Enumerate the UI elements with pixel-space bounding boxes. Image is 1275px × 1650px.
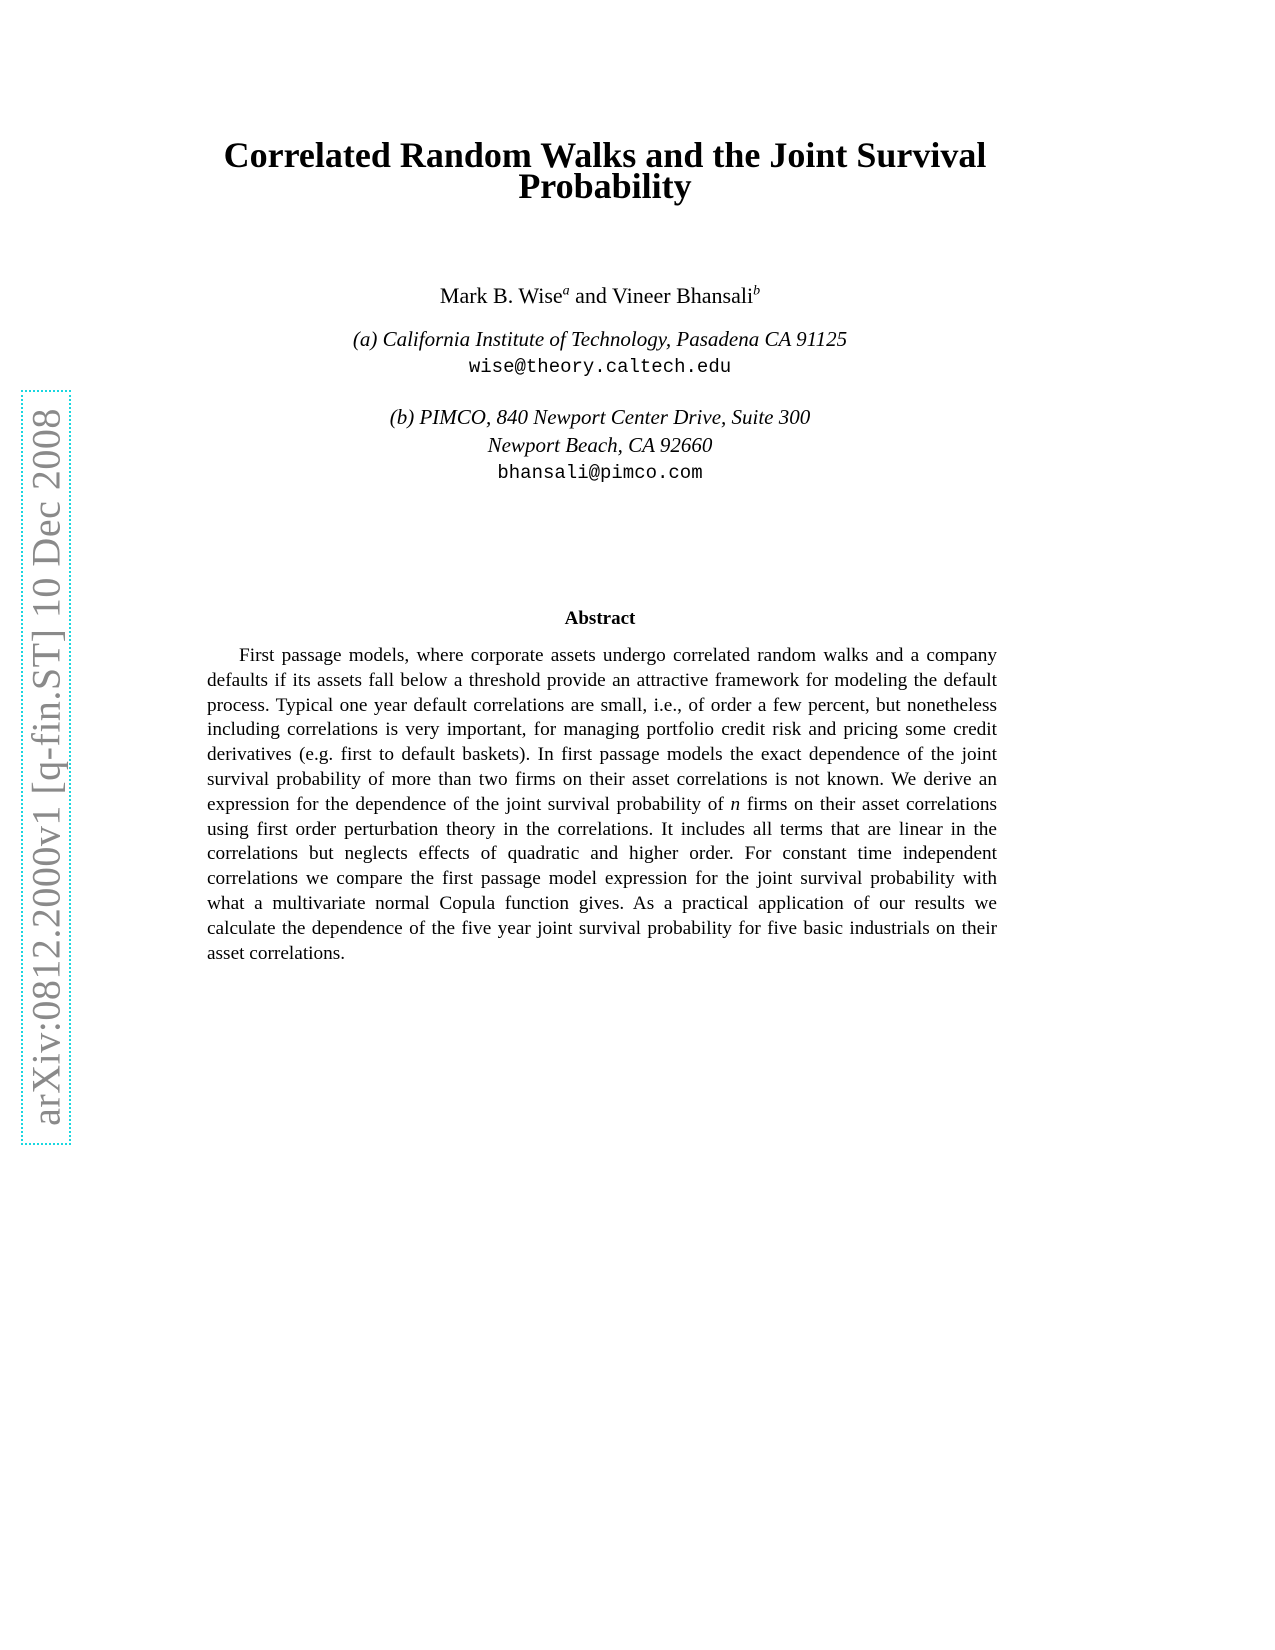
abstract-heading: Abstract — [564, 608, 636, 629]
affiliation-address-line2: Newport Beach, CA 92660 — [487, 433, 713, 457]
affiliation-b — [200, 403, 1000, 487]
affiliation-address: (a) California Institute of Technology, Pasadena CA 91125 — [352, 327, 848, 351]
author-connector: and — [575, 283, 607, 308]
title-line-2: Probability — [518, 166, 692, 206]
author-list — [200, 283, 1000, 309]
affiliation-address: (b) PIMCO, 840 Newport Center Drive, Suite 300 — [389, 405, 811, 429]
affiliation-a — [200, 325, 1000, 381]
math-variable: n — [730, 793, 741, 815]
affiliation-marker: b — [753, 283, 761, 299]
author-name: Mark B. Wise — [439, 283, 563, 308]
title-line-1: Correlated Random Walks and the Joint Survival — [223, 135, 987, 175]
author-email: wise@theory.caltech.edu — [468, 356, 732, 378]
abstract-text: First passage models, where corporate assets undergo correlated random walks and a company defaults if its assets fall below a threshold provide an attractive framework for modeling the default process. Typical one year default correlations are small, i.e., of order a few percent, but nonetheless including correlations is very important, for managing portfolio credit risk and pricing some credit derivatives (e.g. first to default baskets). In first passage models the exact dependence of the joint survival probability of more than two firms on their asset correlations is not known. We derive an expression for the dependence of the joint survival probability of — [207, 645, 997, 815]
author-name: Vineer Bhansali — [612, 283, 754, 308]
abstract-body — [207, 644, 997, 966]
affiliation-marker: a — [562, 283, 570, 299]
abstract-text: firms on their asset correlations using first order perturbation theory in the correlations. It includes all terms that are linear in the correlations but neglects effects of quadratic and higher order. For constant time independent correlations we compare the first passage model expression for the joint survival probability with what a multivariate normal Copula function gives. As a practical application of our results we calculate the dependence of the five year joint survival probability for five basic industrials on their asset correlations. — [207, 793, 997, 964]
arxiv-identifier: arXiv:0812.2000v1 [q-fin.ST] 10 Dec 2008 — [23, 408, 69, 1126]
paper-title — [140, 135, 1070, 206]
author-email: bhansali@pimco.com — [497, 462, 703, 484]
